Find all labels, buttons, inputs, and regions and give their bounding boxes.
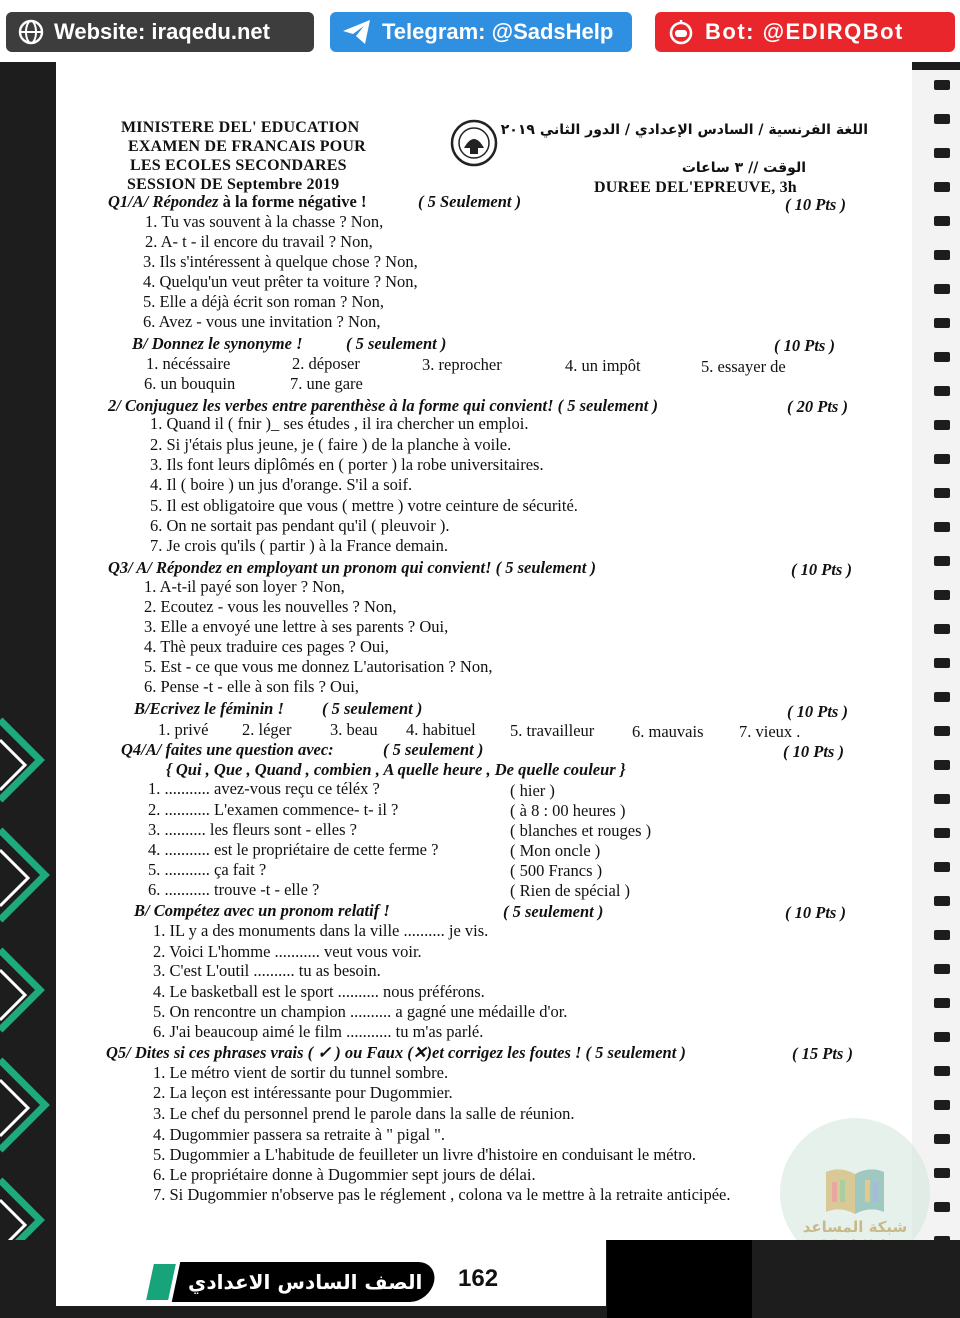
q3-item: 2. Ecoutez - vous les nouvelles ? Non, — [144, 597, 397, 616]
q2-item: 4. Il ( boire ) un jus d'orange. S'il a soif. — [150, 475, 413, 494]
q5-item: 7. Si Dugommier n'observe pas le réglement , colona va le mettre à la retraite anticipée. — [153, 1185, 731, 1204]
q5-title: Q5/ Dites si ces phrases vrais ( ✓ ) ou Faux (✕)et corrigez les foutes ! ( 5 seulement ) — [106, 1043, 686, 1062]
q3b-points: ( 10 Pts ) — [787, 702, 848, 721]
bot-badge[interactable] — [655, 12, 955, 52]
q4-answer: ( 500 Francs ) — [510, 861, 603, 880]
q4-note: ( 5 seulement ) — [383, 740, 484, 759]
q1-item: 5. Elle a déjà écrit son roman ? Non, — [143, 292, 384, 311]
q1b-word: 7. une gare — [290, 374, 363, 393]
q2-title: 2/ Conjuguez les verbes entre parenthèse à la forme qui convient! ( 5 seulement ) — [108, 396, 658, 415]
q2-item: 5. Il est obligatoire que vous ( mettre ) votre ceinture de sécurité. — [150, 496, 578, 515]
q4-points: ( 10 Pts ) — [783, 742, 844, 761]
q4-question: 5. ........... ça fait ? — [148, 860, 267, 879]
q2-item: 2. Si j'étais plus jeune, je ( faire ) de la planche à voile. — [150, 435, 512, 454]
q1-title: Q1/A/ Répondez à la forme négative ! — [108, 192, 367, 211]
q1b-word: 5. essayer de — [701, 357, 786, 376]
q4-question: 2. ........... L'examen commence- t- il ? — [148, 800, 399, 819]
q1b-word: 4. un impôt — [565, 356, 641, 375]
header-arabic-subject: اللغة الفرنسية / السادس الإعدادي / الدور الثاني ٢٠١٩ — [500, 122, 868, 138]
q3b-word: 1. privé — [158, 720, 209, 739]
top-banner — [0, 0, 960, 62]
q2-points: ( 20 Pts ) — [787, 397, 848, 416]
right-binding-strip — [912, 70, 960, 1310]
q5-item: 3. Le chef du personnel prend le parole dans la salle de réunion. — [153, 1104, 575, 1123]
q1b-note: ( 5 seulement ) — [346, 334, 447, 353]
q4b-item: 5. On rencontre un champion .......... a gagné une médaille d'or. — [153, 1002, 568, 1021]
ministry-seal-icon — [450, 118, 498, 168]
q3b-word: 2. léger — [242, 720, 292, 739]
q1-item: 4. Quelqu'un veut prêter ta voiture ? Non, — [143, 272, 418, 291]
q1-item: 3. Ils s'intéressent à quelque chose ? Non, — [143, 252, 418, 271]
q1-item: 2. A- t - il encore du travail ? Non, — [145, 232, 373, 251]
header-line-3: LES ECOLES SECONDARES — [130, 157, 347, 174]
footer-black-block — [607, 1240, 752, 1318]
q4-answer: ( à 8 : 00 heures ) — [510, 801, 626, 820]
bot-label: Bot: @EDIRQBot — [705, 19, 904, 44]
q5-item: 5. Dugommier a L'habitude de feuilleter un livre d'histoire en conduisant le métro. — [153, 1145, 696, 1164]
q3b-word: 6. mauvais — [632, 722, 704, 741]
grade-banner — [172, 1262, 439, 1302]
exam-page — [56, 62, 912, 1240]
header-line-4: SESSION DE Septembre 2019 — [127, 176, 340, 193]
watermark-arabic: شبكة المساعد — [802, 1218, 908, 1236]
q2-item: 7. Je crois qu'ils ( partir ) à la France demain. — [150, 536, 449, 555]
q4b-item: 6. J'ai beaucoup aimé le film ........... tu m'as parlé. — [153, 1022, 484, 1041]
q3-item: 5. Est - ce que vous me donnez L'autorisation ? Non, — [144, 657, 493, 676]
q3-item: 3. Elle a envoyé une lettre à ses parents ? Oui, — [144, 617, 449, 636]
q1b-word: 6. un bouquin — [144, 374, 236, 393]
q1-item: 1. Tu vas souvent à la chasse ? Non, — [145, 212, 384, 231]
q4-question: 3. .......... les fleurs sont - elles ? — [148, 820, 357, 839]
q5-points: ( 15 Pts ) — [792, 1044, 853, 1063]
q5-item: 4. Dugommier passera sa retraite à " pigal ". — [153, 1125, 446, 1144]
q3b-word: 7. vieux . — [739, 722, 801, 741]
telegram-label: Telegram: @SadsHelp — [382, 19, 614, 44]
website-label: Website: iraqedu.net — [54, 19, 270, 44]
q4-answer: ( Mon oncle ) — [510, 841, 601, 860]
q5-item: 2. La leçon est intéressante pour Dugommier. — [153, 1083, 453, 1102]
q4b-points: ( 10 Pts ) — [785, 903, 846, 922]
q2-item: 1. Quand il ( fnir )_ ses études , il ira chercher un emploi. — [150, 414, 529, 433]
q2-item: 6. On ne sortait pas pendant qu'il ( pleuvoir ). — [150, 516, 450, 535]
q3-title: Q3/ A/ Répondez en employant un pronom qui convient! ( 5 seulement ) — [108, 558, 596, 577]
q4b-title: B/ Compétez avec un pronom relatif ! — [134, 901, 390, 920]
q3-item: 6. Pense -t - elle à son fils ? Oui, — [144, 677, 359, 696]
q1b-word: 1. nécéssaire — [146, 354, 231, 373]
page-number: 162 — [458, 1265, 499, 1292]
q5-item: 6. Le propriétaire donne à Dugommier sept jours de délai. — [153, 1165, 536, 1184]
website-badge[interactable] — [6, 12, 314, 52]
q1-points: ( 10 Pts ) — [785, 195, 846, 214]
q1b-word: 2. déposer — [292, 354, 360, 373]
q4b-note: ( 5 seulement ) — [503, 902, 604, 921]
q4-title: Q4/A/ faites une question avec: — [121, 740, 334, 759]
q1-item: 6. Avez - vous une invitation ? Non, — [143, 312, 381, 331]
q3b-note: ( 5 seulement ) — [322, 699, 423, 718]
q1b-title: B/ Donnez le synonyme ! — [132, 334, 303, 353]
q1b-points: ( 10 Pts ) — [774, 336, 835, 355]
q3b-title: B/Ecrivez le féminin ! — [134, 699, 284, 718]
header-line-2: EXAMEN DE FRANCAIS POUR — [128, 138, 366, 155]
q4b-item: 1. IL y a des monuments dans la ville .......... je vis. — [153, 921, 489, 940]
q3-item: 1. A-t-il payé son loyer ? Non, — [144, 577, 345, 596]
q1b-word: 3. reprocher — [422, 355, 502, 374]
q3b-word: 5. travailleur — [510, 721, 595, 740]
telegram-plane-icon — [342, 19, 372, 45]
q5-item: 1. Le métro vient de sortir du tunnel sombre. — [153, 1063, 449, 1082]
q3-points: ( 10 Pts ) — [791, 560, 852, 579]
q3-item: 4. Thè peux traduire ces pages ? Oui, — [144, 637, 389, 656]
book-icon — [820, 1162, 890, 1218]
header-duree: DUREE DEL'EPREUVE, 3h — [594, 179, 797, 196]
q4b-item: 3. C'est L'outil .......... tu as besoin. — [153, 961, 381, 980]
q3b-word: 4. habituel — [406, 720, 476, 739]
q4-answer: ( blanches et rouges ) — [510, 821, 652, 840]
q1-note: ( 5 Seulement ) — [418, 192, 522, 211]
left-decor-pattern — [0, 700, 60, 1260]
globe-icon — [18, 19, 44, 45]
grade-label: الصف السادس الاعدادي — [187, 1270, 423, 1294]
q3b-word: 3. beau — [330, 720, 378, 739]
robot-icon — [667, 18, 695, 46]
q4-question: 4. ........... est le propriétaire de cette ferme ? — [148, 840, 439, 859]
q4-answer: ( Rien de spécial ) — [510, 881, 631, 900]
q4-question: 1. ........... avez-vous reçu ce téléx ? — [148, 779, 380, 798]
q4-question: 6. ........... trouve -t - elle ? — [148, 880, 320, 899]
telegram-badge[interactable] — [330, 12, 632, 52]
q2-item: 3. Ils font leurs diplômés en ( porter ) la robe universitaires. — [150, 455, 544, 474]
header-line-1: MINISTERE DEL' EDUCATION — [121, 119, 360, 136]
q4b-item: 4. Le basketball est le sport .......... nous préférons. — [153, 982, 485, 1001]
q4-words: { Qui , Que , Quand , combien , A quelle heure , De quelle couleur } — [166, 760, 626, 779]
q4b-item: 2. Voici L'homme ........... veut vous voir. — [153, 942, 422, 961]
q4-answer: ( hier ) — [510, 781, 555, 800]
header-arabic-time: الوقت // ٣ ساعات — [681, 160, 806, 176]
